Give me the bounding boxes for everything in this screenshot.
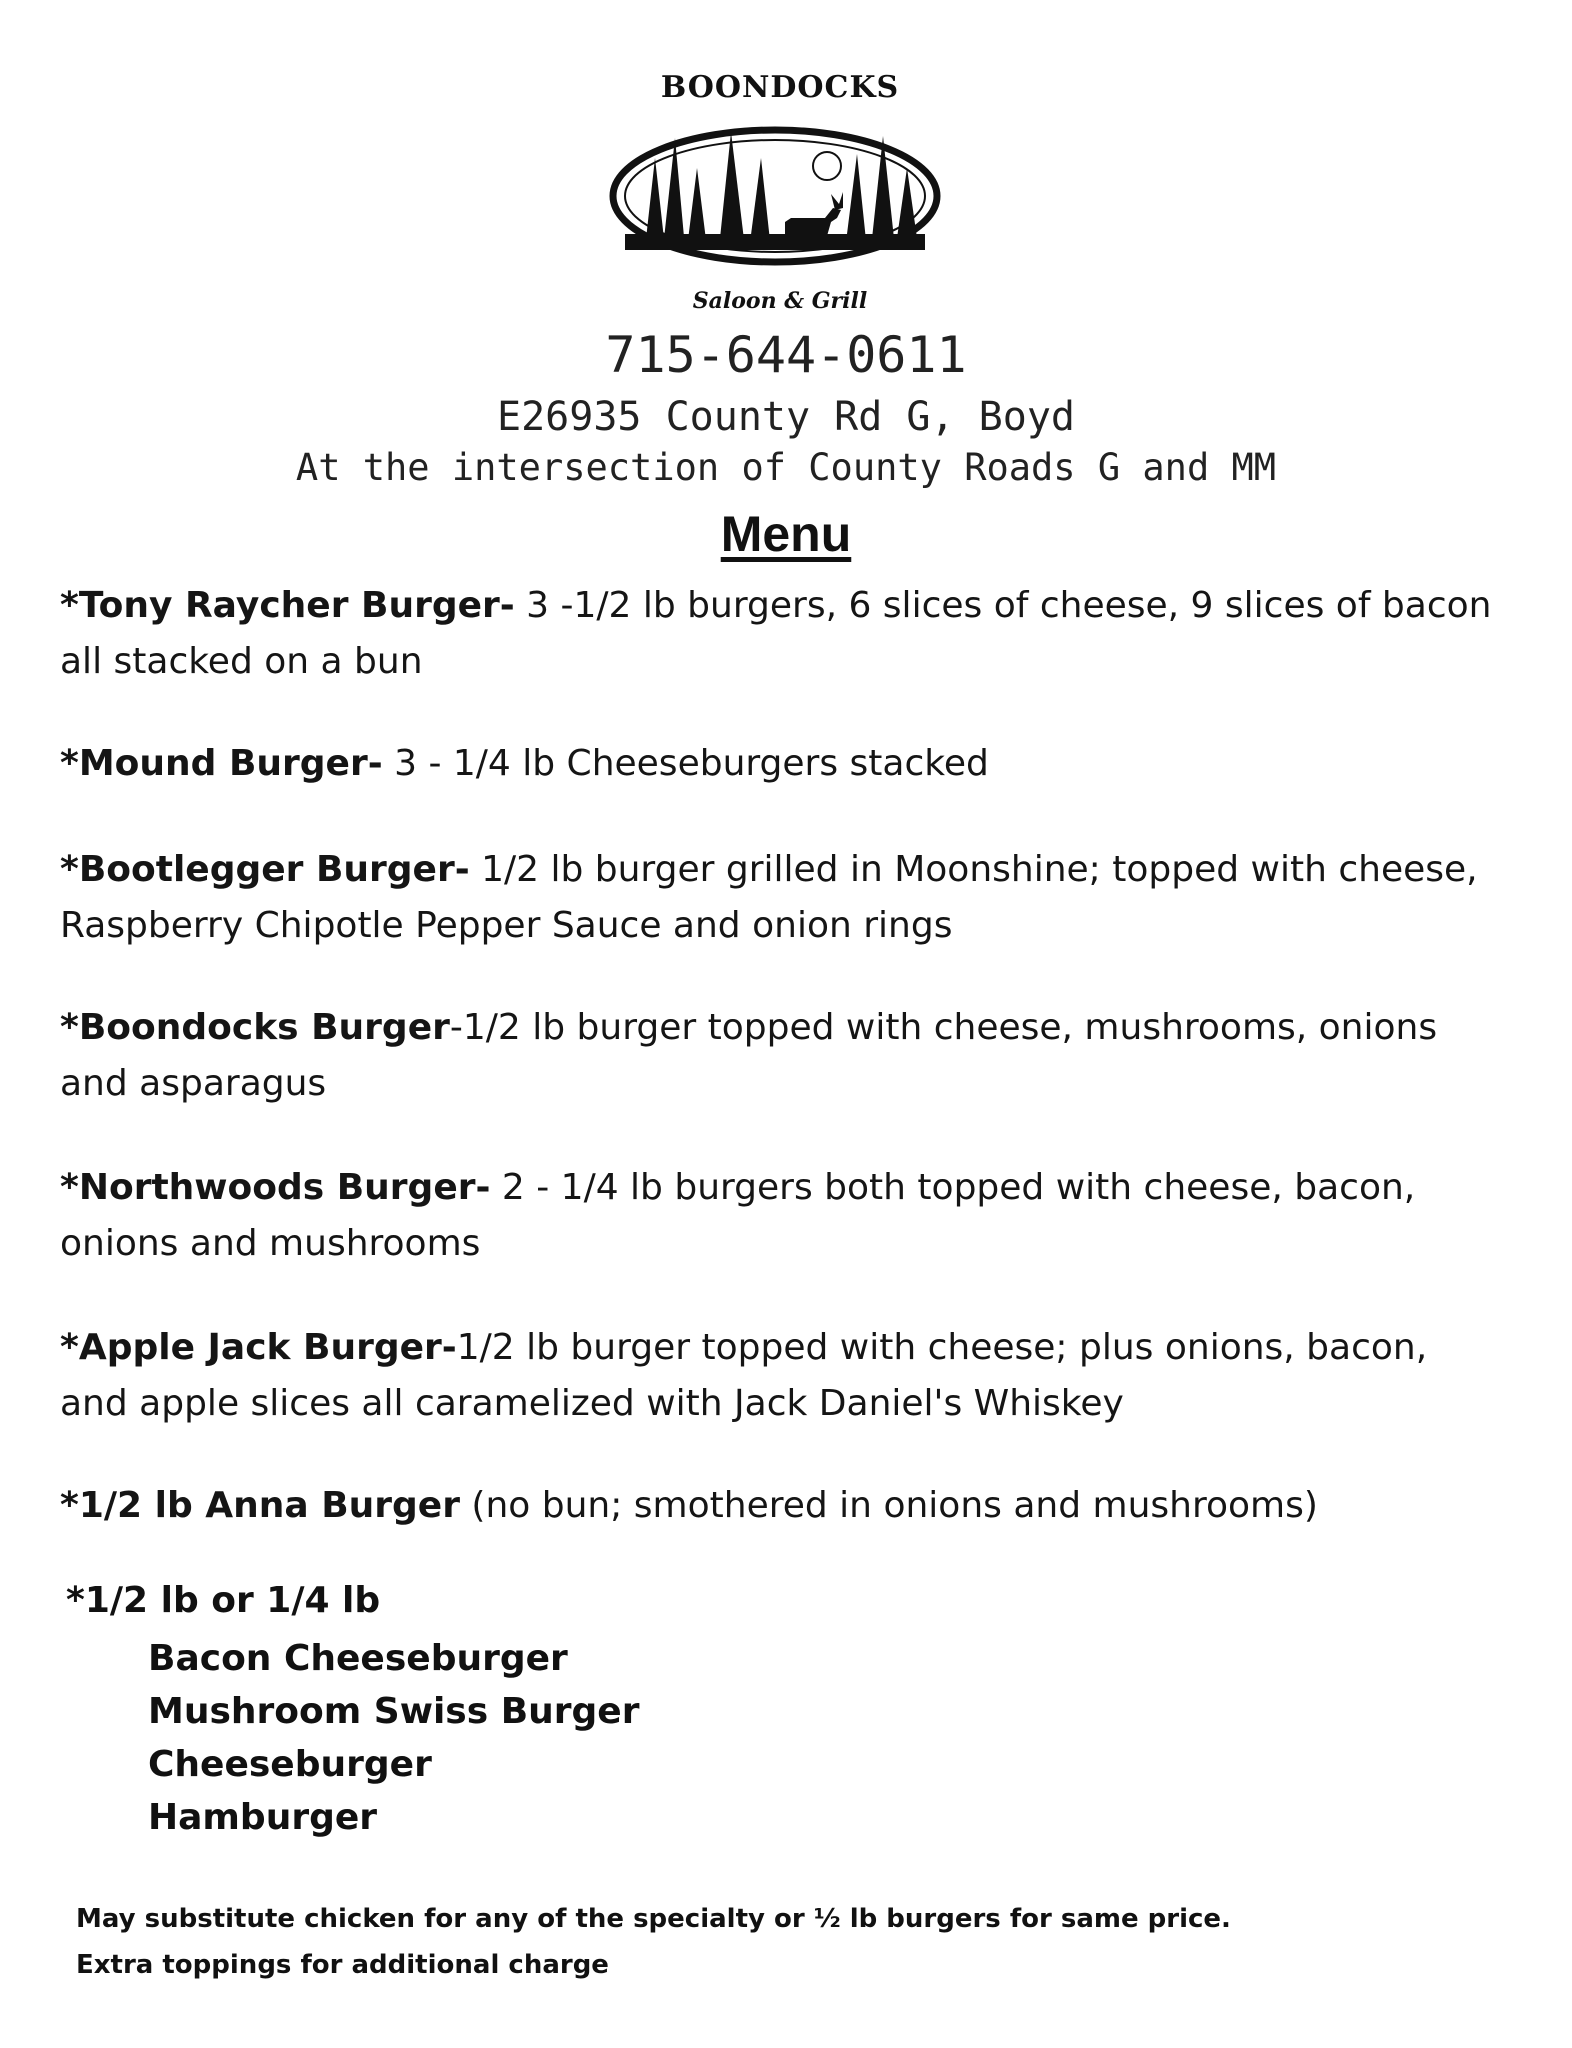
menu-item <box>60 1160 1500 1272</box>
menu-item <box>60 1478 1500 1534</box>
menu-item-name: *1/2 lb Anna Burger <box>60 1485 460 1526</box>
menu-item-name: *Tony Raycher Burger- <box>60 585 515 626</box>
menu-item-description: 1/2 lb burger topped with cheese; plus onions, bacon, and apple slices all caramelized with Jack Daniel's Whiskey <box>60 1327 1428 1424</box>
menu-item-name: *Northwoods Burger- <box>60 1167 491 1208</box>
street-address: E26935 County Rd G, Boyd <box>497 394 1075 440</box>
substitution-note: May substitute chicken for any of the specialty or ½ lb burgers for same price. <box>76 1904 1231 1934</box>
list-item: Cheeseburger <box>148 1744 432 1785</box>
list-item: Hamburger <box>148 1797 378 1838</box>
menu-item-name: *Mound Burger- <box>60 743 383 784</box>
menu-item-name: *Boondocks Burger <box>60 1007 450 1048</box>
menu-item-name: *Bootlegger Burger- <box>60 849 470 890</box>
menu-item <box>60 578 1500 690</box>
menu-item-description: 3 -1/2 lb burgers, 6 slices of cheese, 9 slices of bacon all stacked on a bun <box>60 585 1492 682</box>
menu-item <box>60 736 1500 792</box>
menu-item-name: *Apple Jack Burger- <box>60 1327 457 1368</box>
list-item: Bacon Cheeseburger <box>148 1638 568 1679</box>
list-item: Mushroom Swiss Burger <box>148 1691 640 1732</box>
logo-tagline: Saloon & Grill <box>692 288 868 314</box>
forest-deer-oval-emblem-icon <box>605 118 945 268</box>
menu-item <box>60 1000 1500 1112</box>
logo-name: BOONDOCKS <box>660 70 900 105</box>
menu-item <box>60 842 1500 954</box>
menu-title: Menu <box>720 506 852 562</box>
menu-item-description: -1/2 lb burger topped with cheese, mushrooms, onions and asparagus <box>60 1007 1438 1104</box>
intersection-directions: At the intersection of County Roads G and MM <box>295 446 1277 489</box>
extra-toppings-note: Extra toppings for additional charge <box>76 1950 609 1980</box>
menu-item-description: (no bun; smothered in onions and mushrooms) <box>459 1485 1318 1526</box>
boondocks-logo <box>600 70 960 330</box>
plain-burgers-heading: *1/2 lb or 1/4 lb <box>66 1580 381 1621</box>
menu-item-description: 1/2 lb burger grilled in Moonshine; topped with cheese, Raspberry Chipotle Pepper Sauce and onion rings <box>60 849 1478 946</box>
menu-item-description: 2 - 1/4 lb burgers both topped with cheese, bacon, onions and mushrooms <box>60 1167 1416 1264</box>
plain-burgers-list <box>148 1632 639 1844</box>
menu-item <box>60 1320 1500 1432</box>
footer-notes <box>76 1896 1476 1988</box>
menu-item-description: 3 - 1/4 lb Cheeseburgers stacked <box>382 743 989 784</box>
phone-number: 715-644-0611 <box>605 326 967 384</box>
